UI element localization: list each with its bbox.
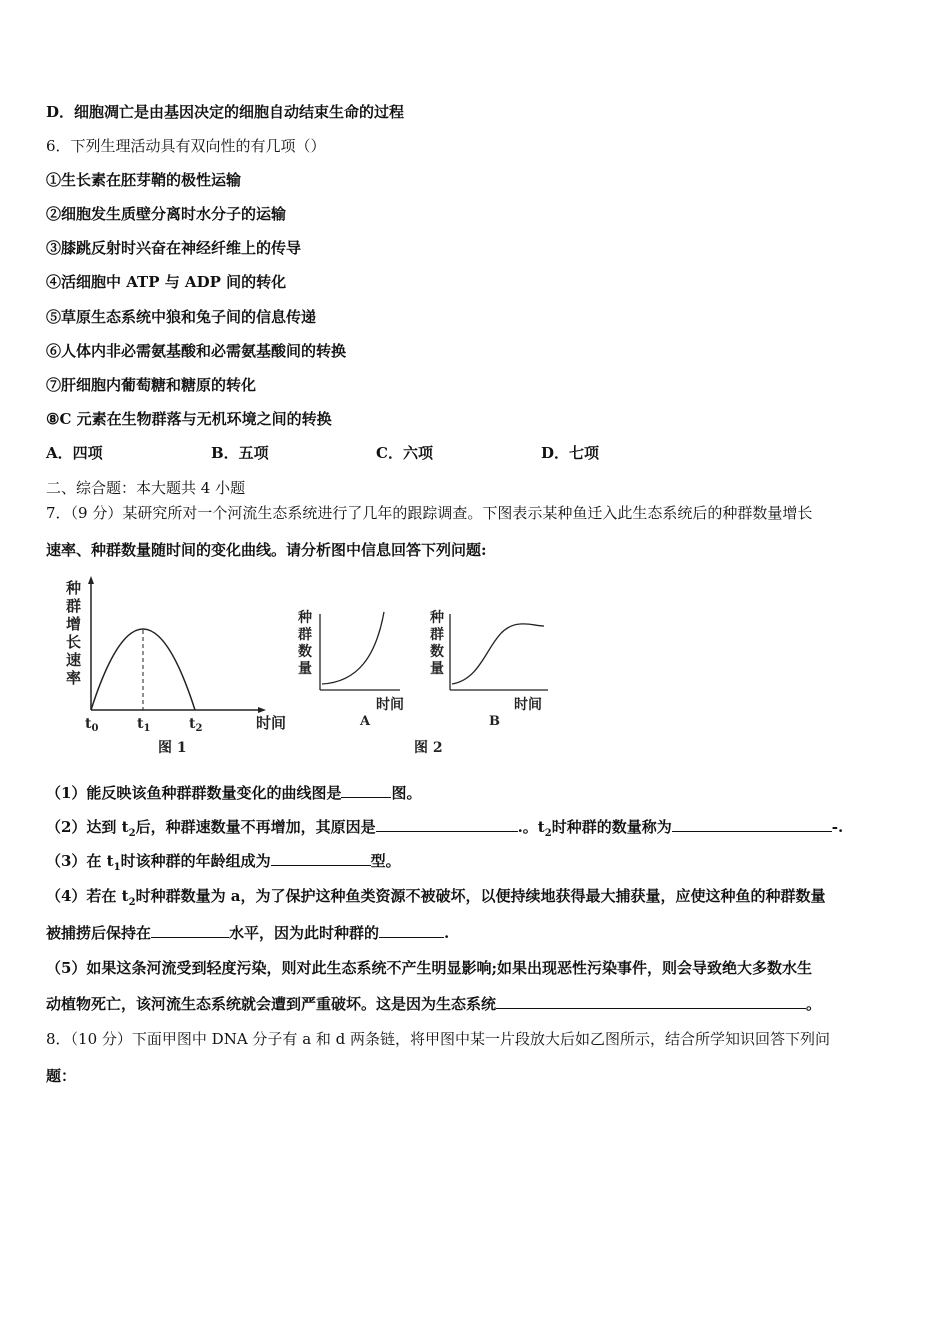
q7-sub3-blank[interactable] — [271, 851, 371, 866]
fig2a-xlabel: 时间 — [376, 697, 404, 713]
q7-sub2-text-b: 后，种群速数量不再增加，其原因是 — [135, 818, 376, 836]
q7-sub5-blank[interactable] — [496, 994, 806, 1009]
q7-sub1 — [46, 783, 421, 803]
q7-sub2-subscript: 2 — [544, 828, 552, 839]
q8-stem-line2: 题： — [46, 1067, 77, 1085]
q7-sub3-text-b: 时该种群的年龄组成为 — [120, 852, 271, 870]
fig2a-ylabel-char: 数 — [298, 644, 312, 660]
q6-item-3: ③膝跳反射时兴奋在神经纤维上的传导 — [46, 239, 302, 257]
fig2a-label: A — [360, 714, 371, 729]
q6-option-a: A．四项 — [46, 444, 103, 462]
fig1-caption: 图 1 — [158, 740, 187, 756]
q6-option-d: D．七项 — [541, 444, 600, 462]
q6-stem: 6．下列生理活动具有双向性的有几项（） — [46, 137, 326, 155]
q7-sub2-text-a: （2）达到 t — [46, 818, 129, 836]
fig1-tick-t1: $t_1$ — [137, 716, 151, 734]
q7-sub3-text-a: （3）在 t — [46, 852, 114, 870]
section-title: 二、综合题：本大题共 4 小题 — [46, 479, 246, 497]
fig2a-ylabel-char: 种 — [298, 610, 312, 626]
q7-sub2 — [46, 817, 843, 844]
q7-sub4-text-a: （4）若在 t — [46, 887, 129, 905]
q7-sub5-line2 — [46, 994, 821, 1014]
q7-sub2-text-d: 时种群的数量称为 — [551, 818, 672, 836]
fig2b-ylabel-char: 种 — [430, 610, 444, 626]
fig1-y-arrow — [88, 576, 94, 584]
q7-sub4-subscript: 2 — [128, 897, 136, 908]
q7-sub4-text-b: 时种群数量为 a，为了保护这种鱼类资源不被破坏，以便持续地获得最大捕获量，应使这种鱼的种群数量 — [135, 887, 826, 905]
q7-sub4-line1 — [46, 886, 826, 913]
q7-sub3-text-c: 型。 — [370, 852, 401, 870]
fig2b-xlabel: 时间 — [514, 697, 542, 713]
q7-sub4-text-d: 水平，因为此时种群的 — [229, 924, 380, 942]
q7-sub5-text-c: 。 — [806, 995, 822, 1013]
fig1-xlabel: 时间 — [256, 714, 287, 732]
q7-sub3 — [46, 851, 401, 878]
fig2a-ylabel-char: 群 — [298, 627, 312, 643]
q7-sub2-blank-1[interactable] — [376, 817, 518, 832]
fig1-ylabel-char: 增 — [66, 615, 82, 633]
fig2b-ylabel-char: 群 — [430, 627, 444, 643]
q7-sub1-text-a: （1）能反映该鱼种群群数量变化的曲线图是 — [46, 784, 342, 802]
fig2b-ylabel-char: 数 — [430, 644, 444, 660]
q7-figure — [58, 574, 558, 760]
q6-item-2: ②细胞发生质壁分离时水分子的运输 — [46, 205, 287, 223]
q8-stem-line1: 8．（10 分）下面甲图中 DNA 分子有 a 和 d 两条链，将甲图中某一片段放大后如乙图所示，结合所学知识回答下列问 — [46, 1030, 831, 1048]
q7-stem-line1: 7．（9 分）某研究所对一个河流生态系统进行了几年的跟踪调查。下图表示某种鱼迁入此生态系统后的种群数量增长 — [46, 504, 813, 522]
fig2b-s-curve — [452, 624, 544, 684]
q6-item-5: ⑤草原生态系统中狼和兔子间的信息传递 — [46, 308, 317, 326]
fig2a-j-curve — [322, 612, 384, 684]
q7-stem-line2: 速率、种群数量随时间的变化曲线。请分析图中信息回答下列问题: — [46, 541, 487, 559]
q7-sub4-line2 — [46, 923, 449, 943]
q7-sub5-line1: （5）如果这条河流受到轻度污染，则对此生态系统不产生明显影响;如果出现恶性污染事件，则会导致绝大多数水生 — [46, 959, 812, 977]
q6-item-7: ⑦肝细胞内葡萄糖和糖原的转化 — [46, 376, 257, 394]
q7-sub4-blank-2[interactable] — [379, 923, 444, 938]
fig1-ylabel-char: 群 — [66, 597, 82, 615]
q6-item-6: ⑥人体内非必需氨基酸和必需氨基酸间的转换 — [46, 342, 347, 360]
q6-item-8: ⑧C 元素在生物群落与无机环境之间的转换 — [46, 410, 332, 428]
q7-sub2-blank-2[interactable] — [672, 817, 832, 832]
fig1-tick-t0: $t_0$ — [85, 716, 99, 734]
fig2-caption: 图 2 — [414, 740, 443, 756]
q7-sub2-text-c: .。t — [517, 818, 545, 836]
fig1-x-arrow — [258, 707, 266, 713]
q7-sub4-blank-1[interactable] — [151, 923, 229, 938]
q7-sub2-subscript: 2 — [128, 828, 136, 839]
figure-2b — [429, 609, 548, 729]
q7-sub2-text-e: -. — [831, 818, 844, 836]
q7-sub4-text-e: . — [444, 924, 450, 942]
q6-option-c: C．六项 — [376, 444, 433, 462]
q6-item-4: ④活细胞中 ATP 与 ADP 间的转化 — [46, 273, 287, 291]
figure-2a — [297, 609, 404, 729]
fig2b-ylabel-char: 量 — [430, 661, 444, 677]
q7-sub5-text-b: 动植物死亡，该河流生态系统就会遭到严重破坏。这是因为生态系统 — [46, 995, 497, 1013]
q7-sub1-text-b: 图。 — [391, 784, 422, 802]
q6-option-b: B．五项 — [211, 444, 269, 462]
q7-sub4-text-c: 被捕捞后保持在 — [46, 924, 152, 942]
fig1-tick-t2: $t_2$ — [189, 716, 203, 734]
figure-1 — [65, 576, 286, 756]
q7-sub3-subscript: 1 — [113, 862, 121, 873]
fig1-ylabel-char: 长 — [66, 633, 82, 651]
fig2b-label: B — [489, 714, 500, 729]
fig1-ylabel-char: 率 — [66, 669, 82, 687]
q6-item-1: ①生长素在胚芽鞘的极性运输 — [46, 171, 242, 189]
q6-options — [46, 443, 599, 463]
fig1-ylabel-char: 种 — [66, 579, 82, 597]
fig1-ylabel-char: 速 — [66, 651, 82, 669]
fig2a-ylabel-char: 量 — [298, 661, 312, 677]
q5-option-d: D．细胞凋亡是由基因决定的细胞自动结束生命的过程 — [46, 103, 405, 121]
q7-sub1-blank[interactable] — [341, 783, 391, 798]
fig1-rate-curve — [91, 629, 195, 710]
